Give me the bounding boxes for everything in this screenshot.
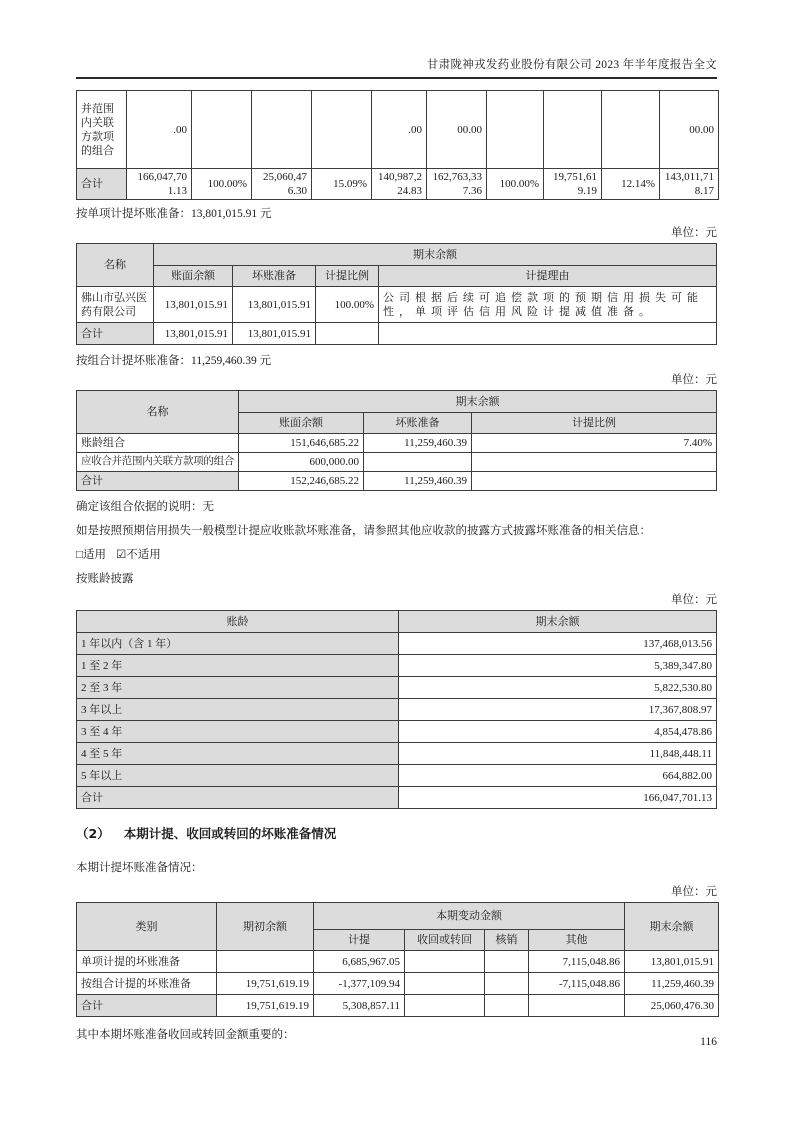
cell-value: 137,468,013.56 — [399, 633, 717, 655]
row-label: 应收合并范围内关联方款项的组合 — [77, 453, 239, 472]
recovery-note: 其中本期坏账准备收回或转回金额重要的： — [76, 1029, 295, 1041]
cell-value: 664,882.00 — [399, 765, 717, 787]
carryover-summary-table — [76, 90, 719, 200]
cell-value — [602, 91, 660, 169]
column-header-name: 名称 — [77, 391, 239, 434]
cell-value: 100.00% — [192, 169, 252, 200]
unit-label: 单位：元 — [671, 227, 717, 239]
total-row-label: 合计 — [77, 472, 239, 491]
cell-value: 7,115,048.86 — [529, 951, 625, 973]
cell-value: 4,854,478.86 — [399, 721, 717, 743]
column-header-recovery: 收回或转回 — [405, 930, 485, 951]
column-header-aging: 账龄 — [77, 611, 399, 633]
cell-value — [252, 91, 312, 169]
column-header-closing: 期末余额 — [625, 903, 719, 951]
cell-value: 12.14% — [602, 169, 660, 200]
checkbox-not-applicable: ☑不适用 — [115, 549, 161, 561]
cell-value — [485, 951, 529, 973]
ecl-note: 如是按照预期信用损失一般模型计提应收账款坏账准备，请参照其他应收款的披露方式披露坏账准备的相关信息： — [76, 525, 651, 537]
column-header-category: 类别 — [77, 903, 217, 951]
provision-reason-text: 公司根据后续可追偿款项的预期信用损失可能性，单项评估信用风险计提减值准备。 — [379, 287, 717, 323]
column-header-period-end: 期末余额 — [154, 244, 717, 266]
group-provision-note: 按组合计提坏账准备：11,259,460.39 元 — [76, 355, 272, 367]
table-row — [77, 951, 719, 973]
column-header-opening: 期初余额 — [217, 903, 314, 951]
cell-value: 162,763,337.36 — [427, 169, 487, 200]
cell-value: 5,308,857.11 — [314, 995, 405, 1017]
current-provision-table — [76, 902, 719, 1017]
checkbox-applicable: □适用 — [76, 549, 106, 561]
column-header-ratio: 计提比例 — [472, 413, 717, 434]
cell-value: 6,685,967.05 — [314, 951, 405, 973]
table-row — [77, 633, 717, 655]
cell-value — [217, 951, 314, 973]
cell-value: 143,011,718.17 — [660, 169, 719, 200]
cell-value: 11,259,460.39 — [625, 973, 719, 995]
cell-value: 15.09% — [312, 169, 372, 200]
column-header-reason: 计提理由 — [379, 266, 717, 287]
table-row — [77, 765, 717, 787]
cell-value: 13,801,015.91 — [154, 287, 233, 323]
cell-value — [379, 323, 717, 345]
cell-value: 7.40% — [472, 434, 717, 453]
cell-value: 5,822,530.80 — [399, 677, 717, 699]
cell-value — [405, 973, 485, 995]
cell-value — [405, 951, 485, 973]
cell-value: -7,115,048.86 — [529, 973, 625, 995]
section-number: （2） — [76, 826, 110, 841]
cell-value: 166,047,701.13 — [399, 787, 717, 809]
cell-value: 13,801,015.91 — [233, 323, 316, 345]
table-row — [77, 677, 717, 699]
cell-value: 11,259,460.39 — [364, 434, 472, 453]
cell-value: 5,389,347.80 — [399, 655, 717, 677]
column-header-book-balance: 账面余额 — [154, 266, 233, 287]
table-row — [77, 787, 717, 809]
single-item-provision-note: 按单项计提坏账准备：13,801,015.91 元 — [76, 208, 272, 220]
total-row-label: 合计 — [77, 169, 127, 200]
row-label: 1 年以内（含 1 年） — [77, 633, 399, 655]
section-title: 本期计提、收回或转回的坏账准备情况 — [123, 826, 337, 841]
table-row — [77, 721, 717, 743]
row-label: 3 年以上 — [77, 699, 399, 721]
report-title: 甘肃陇神戎发药业股份有限公司 2023 年半年度报告全文 — [426, 59, 717, 71]
total-row-label: 合计 — [77, 323, 154, 345]
row-label: 2 至 3 年 — [77, 677, 399, 699]
total-row-label: 合计 — [77, 995, 217, 1017]
cell-value — [192, 91, 252, 169]
cell-value: 25,060,476.30 — [252, 169, 312, 200]
cell-value: .00 — [127, 91, 192, 169]
column-header-current-change: 本期变动金额 — [314, 903, 625, 930]
cell-value: 140,987,224.83 — [372, 169, 427, 200]
page-header — [76, 0, 717, 79]
column-header-ratio: 计提比例 — [316, 266, 379, 287]
cell-value — [487, 91, 544, 169]
aging-disclosure-note: 按账龄披露 — [76, 573, 134, 585]
cell-value: 19,751,619.19 — [544, 169, 602, 200]
cell-value — [485, 995, 529, 1017]
cell-value: 00.00 — [427, 91, 487, 169]
cell-value — [472, 472, 717, 491]
cell-value: 13,801,015.91 — [233, 287, 316, 323]
cell-value — [544, 91, 602, 169]
column-header-bad-debt: 坏账准备 — [364, 413, 472, 434]
column-header-bad-debt: 坏账准备 — [233, 266, 316, 287]
cell-value — [405, 995, 485, 1017]
cell-value: 152,246,685.22 — [239, 472, 364, 491]
unit-label: 单位：元 — [671, 886, 717, 898]
column-header-period-end: 期末余额 — [239, 391, 717, 413]
cell-value: 13,801,015.91 — [625, 951, 719, 973]
cell-value — [316, 323, 379, 345]
cell-value — [312, 91, 372, 169]
row-label: 3 至 4 年 — [77, 721, 399, 743]
column-header-book-balance: 账面余额 — [239, 413, 364, 434]
applicability-line — [76, 547, 717, 563]
column-header-name: 名称 — [77, 244, 154, 287]
column-header-period-end: 期末余额 — [399, 611, 717, 633]
section-heading — [76, 825, 717, 842]
row-label: 佛山市弘兴医药有限公司 — [77, 287, 154, 323]
row-label: 并范围内关联方款项的组合 — [77, 91, 127, 169]
column-header-writeoff: 核销 — [485, 930, 529, 951]
basis-note: 确定该组合依据的说明：无 — [76, 501, 214, 513]
table-row — [77, 995, 719, 1017]
cell-value: 25,060,476.30 — [625, 995, 719, 1017]
group-provision-table — [76, 390, 717, 491]
unit-label: 单位：元 — [671, 594, 717, 606]
cell-value: 600,000.00 — [239, 453, 364, 472]
table-row — [77, 743, 717, 765]
aging-table — [76, 610, 717, 809]
cell-value: 100.00% — [316, 287, 379, 323]
cell-value: 166,047,701.13 — [127, 169, 192, 200]
column-header-accrual: 计提 — [314, 930, 405, 951]
cell-value: .00 — [372, 91, 427, 169]
cell-value: 00.00 — [660, 91, 719, 169]
column-header-other: 其他 — [529, 930, 625, 951]
cell-value: 19,751,619.19 — [217, 973, 314, 995]
cell-value: 19,751,619.19 — [217, 995, 314, 1017]
unit-label: 单位：元 — [671, 374, 717, 386]
cell-value — [364, 453, 472, 472]
row-label: 4 至 5 年 — [77, 743, 399, 765]
cell-value: 17,367,808.97 — [399, 699, 717, 721]
cell-value — [485, 973, 529, 995]
provision-intro-note: 本期计提坏账准备情况： — [76, 862, 203, 874]
row-label: 5 年以上 — [77, 765, 399, 787]
table-row — [77, 699, 717, 721]
cell-value: -1,377,109.94 — [314, 973, 405, 995]
row-label: 账龄组合 — [77, 434, 239, 453]
row-label: 1 至 2 年 — [77, 655, 399, 677]
cell-value: 100.00% — [487, 169, 544, 200]
cell-value — [472, 453, 717, 472]
table-row — [77, 655, 717, 677]
cell-value: 13,801,015.91 — [154, 323, 233, 345]
cell-value: 151,646,685.22 — [239, 434, 364, 453]
row-label: 按组合计提的坏账准备 — [77, 973, 217, 995]
page-number: 116 — [700, 1036, 717, 1048]
cell-value — [529, 995, 625, 1017]
table-row — [77, 973, 719, 995]
cell-value: 11,848,448.11 — [399, 743, 717, 765]
cell-value: 11,259,460.39 — [364, 472, 472, 491]
row-label: 单项计提的坏账准备 — [77, 951, 217, 973]
total-row-label: 合计 — [77, 787, 399, 809]
single-item-provision-table — [76, 243, 717, 345]
